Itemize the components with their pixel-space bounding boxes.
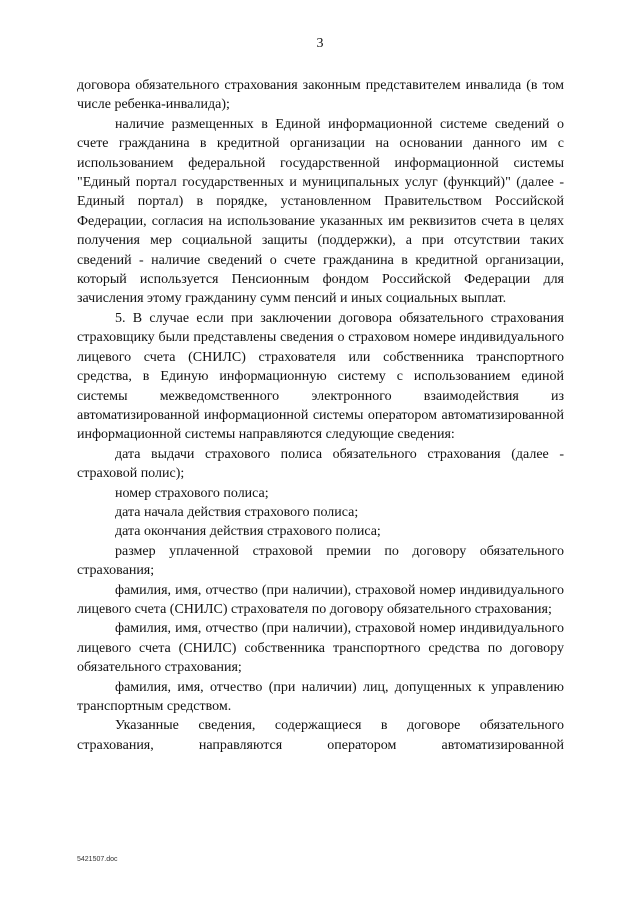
list-item-policyholder-name: фамилия, имя, отчество (при наличии), страховой номер индивидуального лицевого счета (СНИЛС) страхователя по договору обязательного страхования; — [77, 582, 564, 617]
paragraph-continued: договора обязательного страхования законным представителем инвалида (в том числе ребенка-инвалида); — [77, 78, 564, 113]
paragraph-account-consent: наличие размещенных в Единой информационной системе сведений о счете гражданина в кредитной организации на основании данного им с использованием федеральной государственной информационной системы "Единый портал государственных и муниципальных услуг (функций)" (далее - Единый портал) в порядке, установленном Правительством Российской Федерации, согласия на использование указанных им реквизитов счета в целях получения мер социальной защиты (поддержки), а при отсутствии таких сведений - наличие сведений о счете гражданина в кредитной организации, который используется Пенсионным фондом Российской Федерации для зачисления этому гражданину сумм пенсий и иных социальных выплат. — [77, 116, 564, 307]
document-body — [77, 76, 564, 755]
list-item-owner-name: фамилия, имя, отчество (при наличии), страховой номер индивидуального лицевого счета (СНИЛС) собственника транспортного средства по договору обязательного страхования; — [77, 621, 564, 676]
list-item-start-date: дата начала действия страхового полиса; — [115, 504, 359, 520]
page-number: 3 — [316, 36, 324, 51]
paragraph-item-5: 5. В случае если при заключении договора обязательного страхования страховщику были представлены сведения о страховом номере индивидуального лицевого счета (СНИЛС) страхователя или собственника транспортного средства, в Единую информационную систему с использованием единой системы межведомственного электронного взаимодействия из автоматизированной информационной системы оператором автоматизированной информационной системы направляются следующие сведения: — [77, 310, 564, 443]
list-item-permitted-drivers: фамилия, имя, отчество (при наличии) лиц, допущенных к управлению транспортным средством. — [77, 679, 564, 714]
paragraph-specified-info: Указанные сведения, содержащиеся в договоре обязательного страхования, направляются оператором автоматизированной — [77, 718, 564, 753]
list-item-issue-date: дата выдачи страхового полиса обязательного страхования (далее - страховой полис); — [77, 446, 564, 482]
list-item-policy-number: номер страхового полиса; — [115, 485, 269, 501]
footer-filename: 5421507.doc — [77, 856, 118, 863]
list-item-end-date: дата окончания действия страхового полиса; — [115, 524, 381, 540]
list-item-premium: размер уплаченной страховой премии по договору обязательного страхования; — [77, 543, 564, 579]
